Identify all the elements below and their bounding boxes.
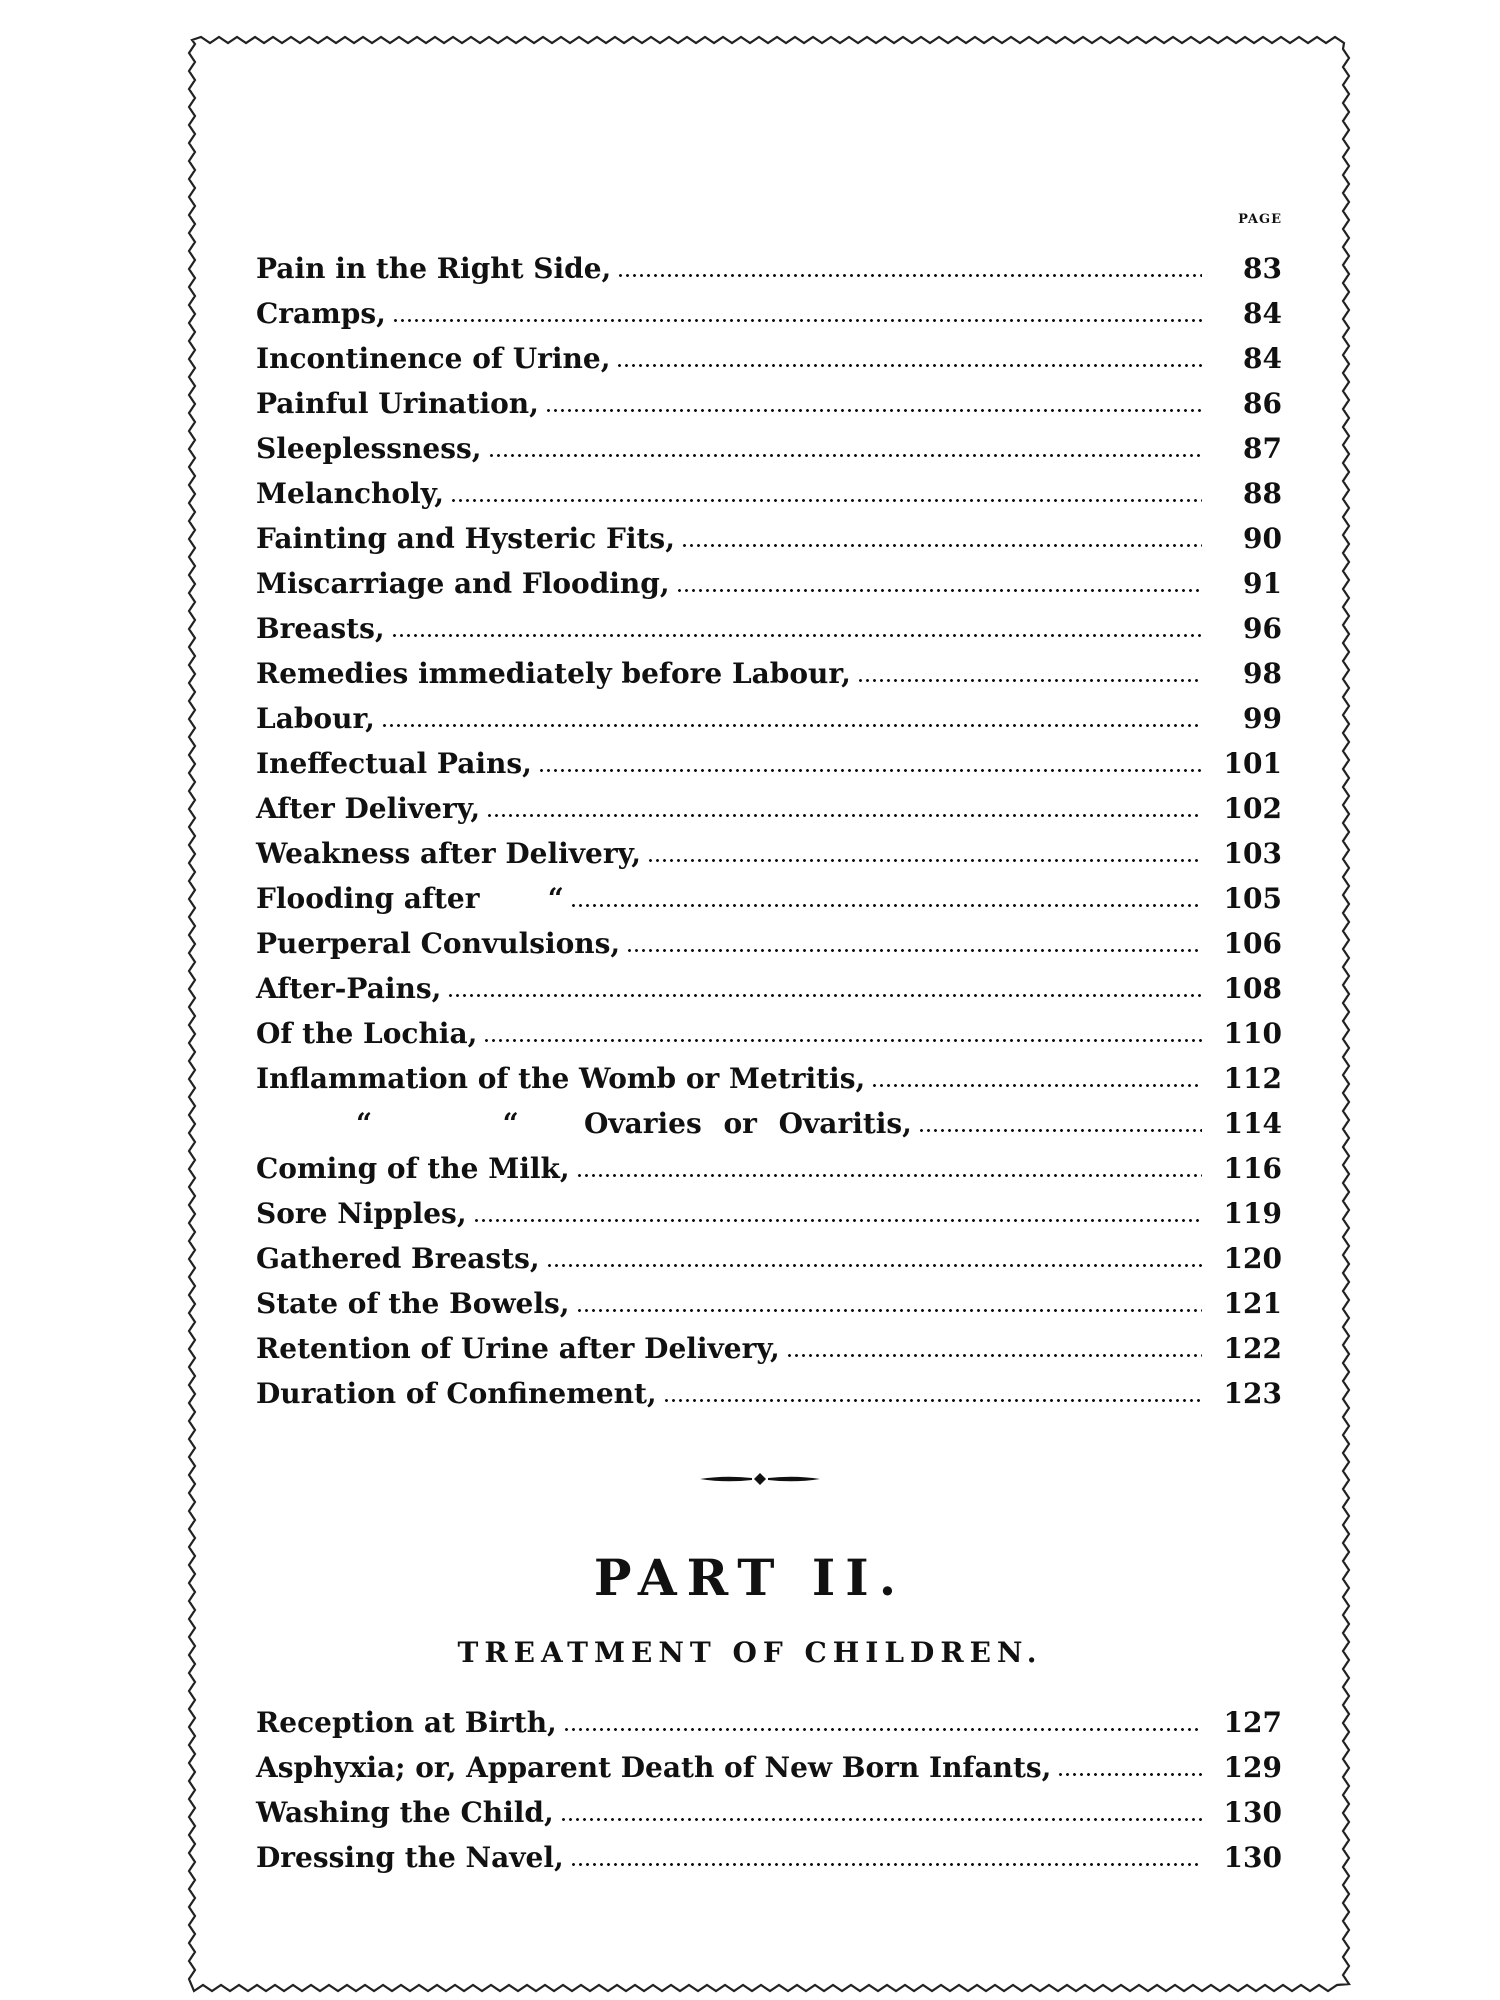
dot-leader (473, 1219, 1202, 1222)
toc-entry (256, 246, 1282, 291)
entry-title: Duration of Confinement, (256, 1376, 657, 1410)
entry-title: Painful Urination, (256, 386, 539, 420)
entry-title: Cramps, (256, 296, 386, 330)
entry-page-number: 129 (1223, 1750, 1282, 1784)
entry-page-number: 103 (1223, 836, 1282, 870)
entry-page-number: 106 (1223, 926, 1282, 960)
dot-leader (570, 1863, 1202, 1866)
entry-page-number: 90 (1243, 521, 1282, 555)
dot-leader (488, 454, 1203, 457)
dot-leader (676, 589, 1202, 592)
dot-leader (617, 274, 1202, 277)
entry-title: Of the Lochia, (256, 1016, 478, 1050)
toc-entry (256, 1011, 1282, 1056)
toc-entry (256, 561, 1282, 606)
dot-leader (560, 1818, 1202, 1821)
toc-entry (256, 426, 1282, 471)
entry-title: State of the Bowels, (256, 1286, 570, 1320)
dot-leader (486, 814, 1202, 817)
entry-page-number: 122 (1223, 1331, 1282, 1365)
toc-entry (256, 876, 1282, 921)
dot-leader (563, 1728, 1202, 1731)
toc-entry (256, 1191, 1282, 1236)
entry-title: Pain in the Right Side, (256, 251, 612, 285)
entry-title: Asphyxia; or, Apparent Death of New Born Infants, (256, 1750, 1052, 1784)
toc-entry (256, 741, 1282, 786)
dot-leader (546, 1264, 1202, 1267)
entry-page-number: 91 (1243, 566, 1282, 600)
dot-leader (576, 1174, 1202, 1177)
toc-entry (256, 1101, 1282, 1146)
entry-title: Inflammation of the Womb or Metritis, (256, 1061, 866, 1095)
entry-title: Labour, (256, 701, 375, 735)
entry-page-number: 83 (1243, 251, 1282, 285)
dot-leader (871, 1084, 1202, 1087)
dot-leader (1057, 1773, 1202, 1776)
entry-title: Miscarriage and Flooding, (256, 566, 670, 600)
dot-leader (647, 859, 1202, 862)
entry-page-number: 112 (1223, 1061, 1282, 1095)
toc-entry (256, 651, 1282, 696)
dot-leader (391, 634, 1202, 637)
entry-title: Remedies immediately before Labour, (256, 656, 851, 690)
entry-page-number: 120 (1223, 1241, 1282, 1275)
toc-entry (256, 336, 1282, 381)
entry-page-number: 87 (1243, 431, 1282, 465)
entry-title: Dressing the Navel, (256, 1840, 564, 1874)
entry-page-number: 130 (1223, 1840, 1282, 1874)
toc-entry (256, 1236, 1282, 1281)
toc-entry (256, 1326, 1282, 1371)
entry-title: Sleeplessness, (256, 431, 482, 465)
entry-title: Reception at Birth, (256, 1705, 557, 1739)
toc-entry (256, 471, 1282, 516)
entry-title: Puerperal Convulsions, (256, 926, 621, 960)
dot-leader (483, 1039, 1202, 1042)
entry-title: Incontinence of Urine, (256, 341, 611, 375)
part2-contents-list (256, 1700, 1282, 1880)
entry-title: Coming of the Milk, (256, 1151, 570, 1185)
dot-leader (857, 679, 1202, 682)
toc-entry (256, 291, 1282, 336)
dot-leader (392, 319, 1202, 322)
entry-title: Fainting and Hysteric Fits, (256, 521, 675, 555)
toc-entry (256, 1790, 1282, 1835)
entry-page-number: 84 (1243, 341, 1282, 375)
dot-leader (663, 1399, 1202, 1402)
entry-page-number: 101 (1223, 746, 1282, 780)
toc-entry (256, 516, 1282, 561)
toc-entry (256, 1281, 1282, 1326)
entry-page-number: 102 (1223, 791, 1282, 825)
dot-leader (918, 1129, 1202, 1132)
dot-leader (681, 544, 1202, 547)
toc-entry (256, 696, 1282, 741)
entry-page-number: 110 (1223, 1016, 1282, 1050)
toc-entry (256, 1146, 1282, 1191)
toc-entry (256, 831, 1282, 876)
entry-page-number: 98 (1243, 656, 1282, 690)
toc-entry (256, 1371, 1282, 1416)
entry-page-number: 119 (1223, 1196, 1282, 1230)
entry-title: Sore Nipples, (256, 1196, 467, 1230)
page-column-heading: PAGE (1238, 212, 1282, 227)
ornament-divider (700, 1472, 820, 1486)
entry-page-number: 127 (1223, 1705, 1282, 1739)
entry-page-number: 114 (1223, 1106, 1282, 1140)
part-title: PART II. (593, 1548, 907, 1607)
entry-page-number: 88 (1243, 476, 1282, 510)
dot-leader (545, 409, 1202, 412)
dot-leader (447, 994, 1202, 997)
entry-page-number: 116 (1223, 1151, 1282, 1185)
entry-page-number: 130 (1223, 1795, 1282, 1829)
toc-entry (256, 966, 1282, 1011)
entry-title: After-Pains, (256, 971, 442, 1005)
part-subtitle: TREATMENT OF CHILDREN. (457, 1636, 1043, 1669)
dot-leader (538, 769, 1202, 772)
entry-page-number: 108 (1223, 971, 1282, 1005)
dot-leader (570, 904, 1202, 907)
dot-leader (381, 724, 1202, 727)
toc-entry (256, 381, 1282, 426)
toc-entry (256, 1745, 1282, 1790)
dot-leader (450, 499, 1202, 502)
entry-title: Ineffectual Pains, (256, 746, 532, 780)
entry-page-number: 86 (1243, 386, 1282, 420)
entry-page-number: 99 (1243, 701, 1282, 735)
entry-page-number: 123 (1223, 1376, 1282, 1410)
dot-leader (786, 1354, 1202, 1357)
entry-title: Weakness after Delivery, (256, 836, 641, 870)
toc-entry (256, 786, 1282, 831)
entry-page-number: 84 (1243, 296, 1282, 330)
entry-title: Gathered Breasts, (256, 1241, 540, 1275)
dot-leader (616, 364, 1202, 367)
entry-page-number: 105 (1223, 881, 1282, 915)
entry-title: Melancholy, (256, 476, 445, 510)
toc-entry (256, 1056, 1282, 1101)
entry-title: “ “ Ovaries or Ovaritis, (356, 1106, 912, 1140)
toc-entry (256, 921, 1282, 966)
entry-page-number: 96 (1243, 611, 1282, 645)
entry-title: Breasts, (256, 611, 385, 645)
entry-page-number: 121 (1223, 1286, 1282, 1320)
entry-title: Washing the Child, (256, 1795, 554, 1829)
entry-title: After Delivery, (256, 791, 481, 825)
dot-leader (626, 949, 1202, 952)
entry-title: Flooding after “ (256, 881, 564, 915)
entry-title: Retention of Urine after Delivery, (256, 1331, 780, 1365)
toc-entry (256, 1700, 1282, 1745)
toc-entry (256, 1835, 1282, 1880)
toc-entry (256, 606, 1282, 651)
dot-leader (576, 1309, 1202, 1312)
part1-contents-list (256, 246, 1282, 1416)
